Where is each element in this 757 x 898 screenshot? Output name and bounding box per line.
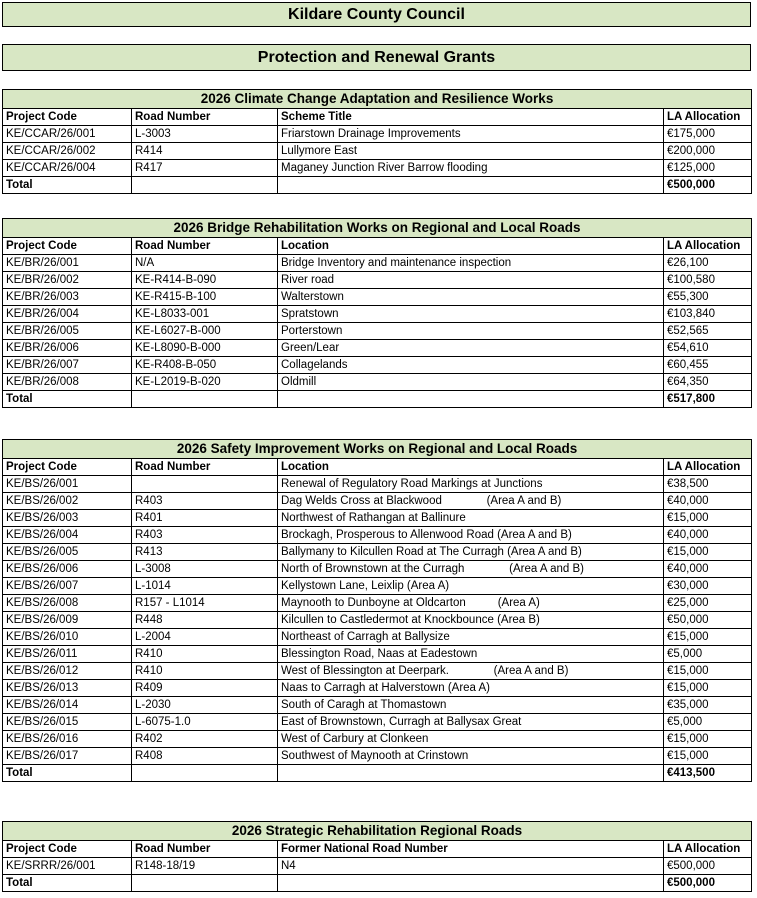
table-cell: KE-L8033-001 bbox=[132, 306, 278, 323]
column-header-row bbox=[3, 841, 752, 858]
table-cell: Northwest of Rathangan at Ballinure bbox=[278, 510, 664, 527]
table-cell: West of Carbury at Clonkeen bbox=[278, 731, 664, 748]
table-cell: €35,000 bbox=[664, 697, 752, 714]
table-cell: €5,000 bbox=[664, 714, 752, 731]
column-header: Location bbox=[278, 238, 664, 255]
table-cell: €103,840 bbox=[664, 306, 752, 323]
empty-cell bbox=[278, 391, 664, 408]
table-cell: KE/BS/26/005 bbox=[3, 544, 132, 561]
table-cell: KE/BS/26/006 bbox=[3, 561, 132, 578]
total-label: Total bbox=[3, 875, 132, 892]
table-cell: Maganey Junction River Barrow flooding bbox=[278, 160, 664, 177]
table-cell: Kilcullen to Castledermot at Knockbounce (Area B) bbox=[278, 612, 664, 629]
table-cell: Northeast of Carragh at Ballysize bbox=[278, 629, 664, 646]
table-cell: KE/BR/26/004 bbox=[3, 306, 132, 323]
column-header: LA Allocation bbox=[664, 459, 752, 476]
table-row bbox=[3, 714, 752, 731]
table-cell: KE/CCAR/26/002 bbox=[3, 143, 132, 160]
table-row bbox=[3, 663, 752, 680]
table-cell: €15,000 bbox=[664, 748, 752, 765]
table-cell: KE/CCAR/26/001 bbox=[3, 126, 132, 143]
table-cell: KE-L2019-B-020 bbox=[132, 374, 278, 391]
table-cell: L-6075-1.0 bbox=[132, 714, 278, 731]
table-cell: KE/BR/26/008 bbox=[3, 374, 132, 391]
table-cell: R448 bbox=[132, 612, 278, 629]
table-row bbox=[3, 680, 752, 697]
table-cell: Bridge Inventory and maintenance inspection bbox=[278, 255, 664, 272]
column-header-row bbox=[3, 109, 752, 126]
table-row bbox=[3, 143, 752, 160]
table-cell: L-2004 bbox=[132, 629, 278, 646]
strategic-rehabilitation-table bbox=[2, 821, 752, 892]
column-header: Scheme Title bbox=[278, 109, 664, 126]
table-cell: R157 - L1014 bbox=[132, 595, 278, 612]
table-cell: L-3008 bbox=[132, 561, 278, 578]
table-cell: €500,000 bbox=[664, 858, 752, 875]
table-cell: L-3003 bbox=[132, 126, 278, 143]
total-value: €500,000 bbox=[664, 875, 752, 892]
table-cell: R409 bbox=[132, 680, 278, 697]
table-cell: Maynooth to Dunboyne at Oldcarton (Area A) bbox=[278, 595, 664, 612]
empty-cell bbox=[132, 177, 278, 194]
table-cell: Walterstown bbox=[278, 289, 664, 306]
table-cell: KE/BR/26/003 bbox=[3, 289, 132, 306]
table-cell: Ballymany to Kilcullen Road at The Curragh (Area A and B) bbox=[278, 544, 664, 561]
total-row bbox=[3, 177, 752, 194]
empty-cell bbox=[278, 177, 664, 194]
table-row bbox=[3, 527, 752, 544]
column-header: Former National Road Number bbox=[278, 841, 664, 858]
column-header-row bbox=[3, 459, 752, 476]
table-cell: KE/BS/26/004 bbox=[3, 527, 132, 544]
table-row bbox=[3, 561, 752, 578]
table-cell: KE/BS/26/002 bbox=[3, 493, 132, 510]
total-row bbox=[3, 875, 752, 892]
table-row bbox=[3, 272, 752, 289]
table-cell: €38,500 bbox=[664, 476, 752, 493]
table-cell: L-2030 bbox=[132, 697, 278, 714]
table-row bbox=[3, 306, 752, 323]
table-cell: €52,565 bbox=[664, 323, 752, 340]
table-cell: KE/SRRR/26/001 bbox=[3, 858, 132, 875]
table-row bbox=[3, 340, 752, 357]
table-cell: KE/BR/26/007 bbox=[3, 357, 132, 374]
table-cell: R401 bbox=[132, 510, 278, 527]
table-row bbox=[3, 510, 752, 527]
table-row bbox=[3, 612, 752, 629]
table-cell: €60,455 bbox=[664, 357, 752, 374]
bridge-rehabilitation-table bbox=[2, 218, 752, 408]
table-row bbox=[3, 629, 752, 646]
table-cell: KE/BS/26/007 bbox=[3, 578, 132, 595]
column-header-row bbox=[3, 238, 752, 255]
table-cell: KE-R408-B-050 bbox=[132, 357, 278, 374]
table-cell: €125,000 bbox=[664, 160, 752, 177]
table-cell: R403 bbox=[132, 493, 278, 510]
total-value: €517,800 bbox=[664, 391, 752, 408]
table-cell: €15,000 bbox=[664, 663, 752, 680]
section-title: 2026 Strategic Rehabilitation Regional Roads bbox=[3, 822, 752, 841]
table-row bbox=[3, 697, 752, 714]
table-cell: €100,580 bbox=[664, 272, 752, 289]
column-header: Project Code bbox=[3, 459, 132, 476]
total-value: €413,500 bbox=[664, 765, 752, 782]
column-header: LA Allocation bbox=[664, 841, 752, 858]
column-header: Road Number bbox=[132, 459, 278, 476]
page-subtitle: Protection and Renewal Grants bbox=[2, 44, 751, 71]
table-cell: €40,000 bbox=[664, 527, 752, 544]
table-cell: €40,000 bbox=[664, 493, 752, 510]
table-cell: R403 bbox=[132, 527, 278, 544]
table-cell: €15,000 bbox=[664, 680, 752, 697]
column-header: LA Allocation bbox=[664, 109, 752, 126]
table-row bbox=[3, 748, 752, 765]
table-cell: €15,000 bbox=[664, 731, 752, 748]
table-cell: €64,350 bbox=[664, 374, 752, 391]
table-cell: KE/BR/26/005 bbox=[3, 323, 132, 340]
table-cell: R402 bbox=[132, 731, 278, 748]
table-cell: €25,000 bbox=[664, 595, 752, 612]
table-cell: KE-R414-B-090 bbox=[132, 272, 278, 289]
table-cell: KE/BS/26/008 bbox=[3, 595, 132, 612]
table-cell: N4 bbox=[278, 858, 664, 875]
table-row bbox=[3, 357, 752, 374]
total-label: Total bbox=[3, 765, 132, 782]
table-cell: Kellystown Lane, Leixlip (Area A) bbox=[278, 578, 664, 595]
table-cell: Friarstown Drainage Improvements bbox=[278, 126, 664, 143]
table-cell: KE/BS/26/012 bbox=[3, 663, 132, 680]
table-row bbox=[3, 646, 752, 663]
column-header: Project Code bbox=[3, 238, 132, 255]
column-header: Location bbox=[278, 459, 664, 476]
column-header: Road Number bbox=[132, 238, 278, 255]
table-row bbox=[3, 476, 752, 493]
table-cell: Southwest of Maynooth at Crinstown bbox=[278, 748, 664, 765]
table-cell: €200,000 bbox=[664, 143, 752, 160]
table-row bbox=[3, 255, 752, 272]
table-cell: Naas to Carragh at Halverstown (Area A) bbox=[278, 680, 664, 697]
table-cell: €15,000 bbox=[664, 510, 752, 527]
table-row bbox=[3, 544, 752, 561]
section-title: 2026 Safety Improvement Works on Regional and Local Roads bbox=[3, 440, 752, 459]
empty-cell bbox=[278, 875, 664, 892]
table-cell: West of Blessington at Deerpark. (Area A and B) bbox=[278, 663, 664, 680]
table-cell: €54,610 bbox=[664, 340, 752, 357]
table-cell: Dag Welds Cross at Blackwood (Area A and B) bbox=[278, 493, 664, 510]
section-title: 2026 Climate Change Adaptation and Resilience Works bbox=[3, 90, 752, 109]
table-row bbox=[3, 493, 752, 510]
safety-improvement-table bbox=[2, 439, 752, 782]
table-cell: €50,000 bbox=[664, 612, 752, 629]
table-cell: KE-L8090-B-000 bbox=[132, 340, 278, 357]
table-cell: KE-R415-B-100 bbox=[132, 289, 278, 306]
total-value: €500,000 bbox=[664, 177, 752, 194]
column-header: Road Number bbox=[132, 841, 278, 858]
table-cell: Spratstown bbox=[278, 306, 664, 323]
table-row bbox=[3, 595, 752, 612]
table-cell: Collagelands bbox=[278, 357, 664, 374]
table-cell: €55,300 bbox=[664, 289, 752, 306]
table-cell: KE/BS/26/011 bbox=[3, 646, 132, 663]
table-cell: €30,000 bbox=[664, 578, 752, 595]
table-row bbox=[3, 858, 752, 875]
table-cell: Oldmill bbox=[278, 374, 664, 391]
table-row bbox=[3, 126, 752, 143]
table-cell: Green/Lear bbox=[278, 340, 664, 357]
table-cell: €26,100 bbox=[664, 255, 752, 272]
table-cell: R148-18/19 bbox=[132, 858, 278, 875]
table-cell: KE/BS/26/009 bbox=[3, 612, 132, 629]
column-header: Project Code bbox=[3, 841, 132, 858]
empty-cell bbox=[132, 765, 278, 782]
table-cell: KE/BR/26/006 bbox=[3, 340, 132, 357]
table-row bbox=[3, 160, 752, 177]
table-cell: South of Caragh at Thomastown bbox=[278, 697, 664, 714]
column-header: Project Code bbox=[3, 109, 132, 126]
table-cell: KE/BS/26/003 bbox=[3, 510, 132, 527]
table-row bbox=[3, 578, 752, 595]
table-cell bbox=[132, 476, 278, 493]
total-row bbox=[3, 765, 752, 782]
table-cell: KE-L6027-B-000 bbox=[132, 323, 278, 340]
table-row bbox=[3, 289, 752, 306]
table-cell: R413 bbox=[132, 544, 278, 561]
table-cell: R414 bbox=[132, 143, 278, 160]
table-cell: €15,000 bbox=[664, 544, 752, 561]
table-cell: KE/BS/26/013 bbox=[3, 680, 132, 697]
table-row bbox=[3, 731, 752, 748]
table-cell: R417 bbox=[132, 160, 278, 177]
table-cell: €5,000 bbox=[664, 646, 752, 663]
table-row bbox=[3, 323, 752, 340]
table-cell: Blessington Road, Naas at Eadestown bbox=[278, 646, 664, 663]
total-label: Total bbox=[3, 391, 132, 408]
table-cell: KE/BS/26/016 bbox=[3, 731, 132, 748]
table-cell: Renewal of Regulatory Road Markings at Junctions bbox=[278, 476, 664, 493]
table-cell: KE/BR/26/001 bbox=[3, 255, 132, 272]
table-cell: N/A bbox=[132, 255, 278, 272]
column-header: LA Allocation bbox=[664, 238, 752, 255]
table-cell: KE/BS/26/001 bbox=[3, 476, 132, 493]
table-cell: KE/BS/26/014 bbox=[3, 697, 132, 714]
table-cell: Porterstown bbox=[278, 323, 664, 340]
table-cell: River road bbox=[278, 272, 664, 289]
table-cell: KE/BS/26/010 bbox=[3, 629, 132, 646]
table-row bbox=[3, 374, 752, 391]
table-cell: East of Brownstown, Curragh at Ballysax Great bbox=[278, 714, 664, 731]
empty-cell bbox=[132, 875, 278, 892]
table-cell: €15,000 bbox=[664, 629, 752, 646]
table-cell: R410 bbox=[132, 646, 278, 663]
table-cell: L-1014 bbox=[132, 578, 278, 595]
table-cell: R408 bbox=[132, 748, 278, 765]
table-cell: KE/CCAR/26/004 bbox=[3, 160, 132, 177]
table-cell: €40,000 bbox=[664, 561, 752, 578]
table-cell: Brockagh, Prosperous to Allenwood Road (Area A and B) bbox=[278, 527, 664, 544]
climate-change-table bbox=[2, 89, 752, 194]
section-title: 2026 Bridge Rehabilitation Works on Regional and Local Roads bbox=[3, 219, 752, 238]
table-cell: Lullymore East bbox=[278, 143, 664, 160]
total-row bbox=[3, 391, 752, 408]
table-cell: North of Brownstown at the Curragh (Area A and B) bbox=[278, 561, 664, 578]
empty-cell bbox=[278, 765, 664, 782]
table-cell: KE/BR/26/002 bbox=[3, 272, 132, 289]
page-title: Kildare County Council bbox=[2, 2, 751, 27]
table-cell: KE/BS/26/017 bbox=[3, 748, 132, 765]
table-cell: R410 bbox=[132, 663, 278, 680]
table-cell: €175,000 bbox=[664, 126, 752, 143]
table-cell: KE/BS/26/015 bbox=[3, 714, 132, 731]
total-label: Total bbox=[3, 177, 132, 194]
empty-cell bbox=[132, 391, 278, 408]
column-header: Road Number bbox=[132, 109, 278, 126]
